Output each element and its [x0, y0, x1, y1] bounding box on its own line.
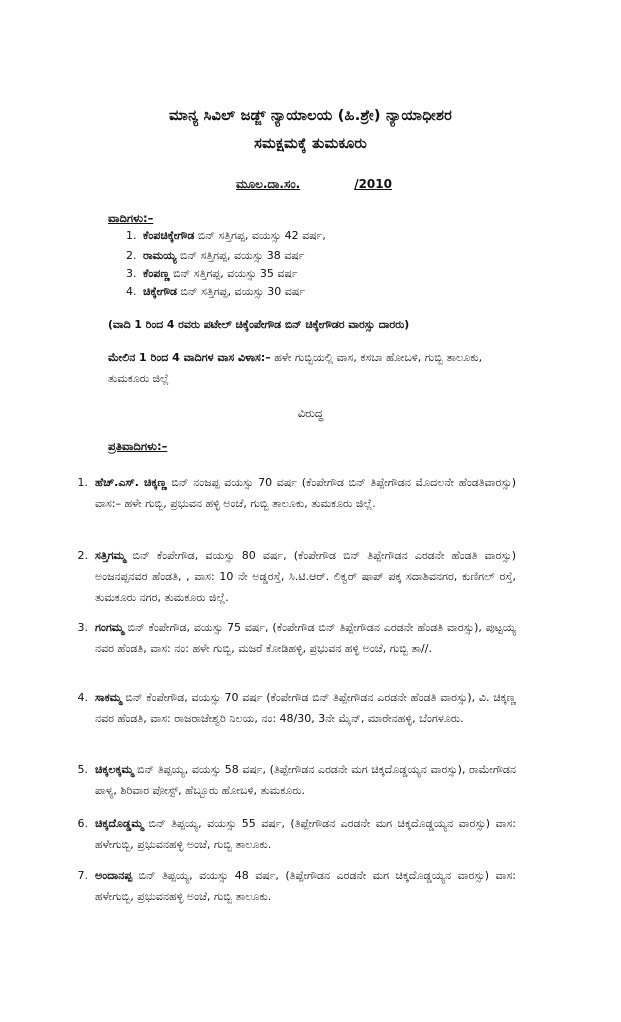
respondent-name: ಸತ್ತಿಗಮ್ಮ [95, 549, 126, 562]
plaintiff-name: ಚಿಕ್ಕೇಗೌಡ [143, 285, 178, 298]
respondents-header: ಪ್ರತಿವಾದಿಗಳು:– [108, 439, 168, 453]
heirs-note: (ವಾದಿ 1 ರಿಂದ 4 ರವರು ಪಟೇಲ್ ಚಿಕ್ಕೆಂಪೇಗೌಡ ಬಿನ್ ಚಿಕ್ಕೇಗೌಡರ ವಾರಸ್ಸು ದಾರರು) [108, 318, 410, 331]
respondent-name: ಚಿಕ್ಕದೊಡ್ಡಮ್ಮ [95, 817, 144, 830]
respondent-name: ಅಂದಾನಪ್ಪ [95, 869, 133, 882]
plaintiffs-residence [108, 347, 508, 389]
plaintiff-name: ರಾಮಯ್ಯ [143, 249, 177, 262]
case-year: /2010 [354, 177, 392, 191]
plaintiff-item: 2. ರಾಮಯ್ಯ ಬಿನ್ ಸತ್ತಿಗಪ್ಪ, ವಯಸ್ಸು 38 ವರ್ಷ [126, 249, 305, 262]
plaintiff-name: ಕೆಂಪಣ್ಣ [143, 267, 170, 280]
plaintiff-item: 4. ಚಿಕ್ಕೇಗೌಡ ಬಿನ್ ಸತ್ತಿಗಪ್ಪ, ವಯಸ್ಸು 30 ವರ್ಷ [126, 285, 306, 298]
respondent-item: 3. ಗಂಗಮ್ಮ ಬಿನ್ ಕೆಂಪೇಗೌಡ, ವಯಸ್ಸು 75 ವರ್ಷ, (ಕೆಂಪೇಗೌಡ ಬಿನ್ ತಿಪ್ಪೇಗೌಡನ ಎರಡನೇ ಹೆಂಡತಿ ವಾರಸ್ಸು), ಪುಟ್ಟಯ್ಯ ನವರ ಹೆಂಡತಿ, ವಾಸ: ನಂ: ಹಳೇ ಗುಬ್ಬಿ, ಮಜರೆ ಕೋಡಿಹಳ್ಳಿ, ಪ್ರಭುವನ ಹಳ್ಳಿ ಅಂಚೆ, ಗುಬ್ಬಿ ತಾ//. [77, 621, 516, 655]
respondent-name: ಹೆಚ್.ಎಸ್. ಚಿಕ್ಕಣ್ಣ [95, 476, 167, 489]
respondent-item: 2. ಸತ್ತಿಗಮ್ಮ ಬಿನ್ ಕೆಂಪೇಗೌಡ, ವಯಸ್ಸು 80 ವರ್ಷ, (ಕೆಂಪೇಗೌಡ ಬಿನ್ ತಿಪ್ಪೇಗೌಡನ ಎರಡನೇ ಹೆಂಡತಿ ವಾರಸ್ಸು) ಅಂಜನಪ್ಪನವರ ಹೆಂಡತಿ, , ವಾಸ: 10 ನೇ ಅಡ್ಡರಸ್ತೆ, ಸಿ.ಟಿ.ಆರ್. ಲಿಕ್ವರ್ ಷಾಪ್ ಪಕ್ಕ ಸದಾಶಿವನಗರ, ಕುಣಿಗಲ್ ರಸ್ತೆ, ತುಮಕೂರು ನಗರ, ತುಮಕೂರು ಜಿಲ್ಲೆ. [77, 549, 516, 604]
plaintiffs-header: ವಾದಿಗಳು:– [108, 211, 154, 225]
respondent-name: ಗಂಗಮ್ಮ [95, 621, 124, 634]
respondent-item: 5. ಚಿಕ್ಕಲಕ್ಕಮ್ಮ ಬಿನ್ ತಿಪ್ಪಯ್ಯ, ವಯಸ್ಸು 58 ವರ್ಷ, (ತಿಪ್ಪೇಗೌಡನ ಎರಡನೇ ಮಗ ಚಿಕ್ಕದೊಡ್ಡಯ್ಯನ ವಾರಸ್ಸು), ರಾಮೇಗೌಡನ ಪಾಳ್ಯ, ಶಿರಿವಾರ ಪೋಸ್ಟ್, ಹೆಬ್ಬೂರು ಹೋಬಳಿ, ತುಮಕೂರು. [77, 763, 516, 797]
respondent-item: 1. ಹೆಚ್.ಎಸ್. ಚಿಕ್ಕಣ್ಣ ಬಿನ್ ನಂಜಪ್ಪ ವಯಸ್ಸು 70 ವರ್ಷ (ಕೆಂಪೇಗೌಡ ಬಿನ್ ತಿಪ್ಪೇಗೌಡನ ಮೊದಲನೇ ಹೆಂಡತಿವಾರಸ್ಸು) ವಾಸ:– ಹಳೇ ಗುಬ್ಬಿ, ಪ್ರಭುವನ ಹಳ್ಳಿ ಅಂಚೆ, ಗುಬ್ಬಿ ತಾಲೂಕು, ತುಮಕೂರು ಜಿಲ್ಲೆ. [77, 476, 516, 510]
court-location: ಸಮಕ್ಷಮಕ್ಕೆ ತುಮಕೂರು [254, 136, 367, 152]
residence-label: ಮೇಲಿನ 1 ರಿಂದ 4 ವಾದಿಗಳ ವಾಸ ವಿಳಾಸ:– [108, 351, 271, 364]
court-title: ಮಾನ್ಯ ಸಿವಿಲ್ ಜಡ್ಜ್ ನ್ಯಾಯಾಲಯ (ಹಿ.ಶ್ರೇ) ನ್ಯಾಯಾಧೀಶರ [169, 108, 452, 124]
respondent-item: 7. ಅಂದಾನಪ್ಪ ಬಿನ್ ತಿಪ್ಪಯ್ಯ, ವಯಸ್ಸು 48 ವರ್ಷ, (ತಿಪ್ಪೇಗೌಡನ ಎರಡನೇ ಮಗ ಚಿಕ್ಕದೊಡ್ಡಯ್ಯನ ವಾರಸ್ಸು) ವಾಸ: ಹಳೇಗುಬ್ಬಿ, ಪ್ರಭುವನಹಳ್ಳಿ ಅಂಚೆ, ಗುಬ್ಬಿ ತಾಲೂಕು. [77, 869, 516, 903]
case-label: ಮೂಲ.ದಾ.ಸಂ. [236, 177, 301, 191]
respondent-item: 6. ಚಿಕ್ಕದೊಡ್ಡಮ್ಮ ಬಿನ್ ತಿಪ್ಪಯ್ಯ, ವಯಸ್ಸು 55 ವರ್ಷ, (ತಿಪ್ಪೇಗೌಡನ ಎರಡನೇ ಮಗ ಚಿಕ್ಕದೊಡ್ಡಯ್ಯನ ವಾರಸ್ಸು) ವಾಸ: ಹಳೇಗುಬ್ಬಿ, ಪ್ರಭುವನಹಳ್ಳಿ ಅಂಚೆ, ಗುಬ್ಬಿ ತಾಲೂಕು. [77, 817, 516, 851]
case-number [236, 177, 392, 192]
plaintiff-item: 1. ಕೆಂಪಚಿಕ್ಕೇಗೌಡ ಬಿನ್ ಸತ್ತಿಗಪ್ಪ, ವಯಸ್ಸು 42 ವರ್ಷ, [126, 229, 326, 242]
versus-label: ವಿರುದ್ಧ [297, 406, 324, 420]
plaintiff-item: 3. ಕೆಂಪಣ್ಣ ಬಿನ್ ಸತ್ತಿಗಪ್ಪ, ವಯಸ್ಸು 35 ವರ್ಷ [126, 267, 298, 280]
plaintiff-name: ಕೆಂಪಚಿಕ್ಕೇಗೌಡ [143, 229, 195, 242]
respondent-item: 4. ಸಾಕಮ್ಮ ಬಿನ್ ಕೆಂಪೇಗೌಡ, ವಯಸ್ಸು 70 ವರ್ಷ (ಕೆಂಪೇಗೌಡ ಬಿನ್ ತಿಪ್ಪೇಗೌಡನ ಎರಡನೇ ಹೆಂಡತಿ ವಾರಸ್ಸು), ವಿ. ಚಿಕ್ಕಣ್ಣ ನವರ ಹೆಂಡತಿ, ವಾಸ: ರಾಜರಾಜೇಶ್ವರಿ ನಿಲಯ, ನಂ: 48/30, 3ನೇ ಮೈನ್, ಮಾರೇನಹಳ್ಳಿ, ಬೆಂಗಳೂರು. [77, 691, 516, 725]
respondent-name: ಸಾಕಮ್ಮ [95, 691, 122, 704]
residence-text: ಹಳೇ ಗುಬ್ಬಿಯಲ್ಲಿ ವಾಸ, ಕಸಬಾ ಹೋಬಳಿ, ಗುಬ್ಬಿ ತಾಲೂಕು, ತುಮಕೂರು ಜಿಲ್ಲೆ [108, 351, 483, 385]
respondent-name: ಚಿಕ್ಕಲಕ್ಕಮ್ಮ [95, 763, 134, 776]
